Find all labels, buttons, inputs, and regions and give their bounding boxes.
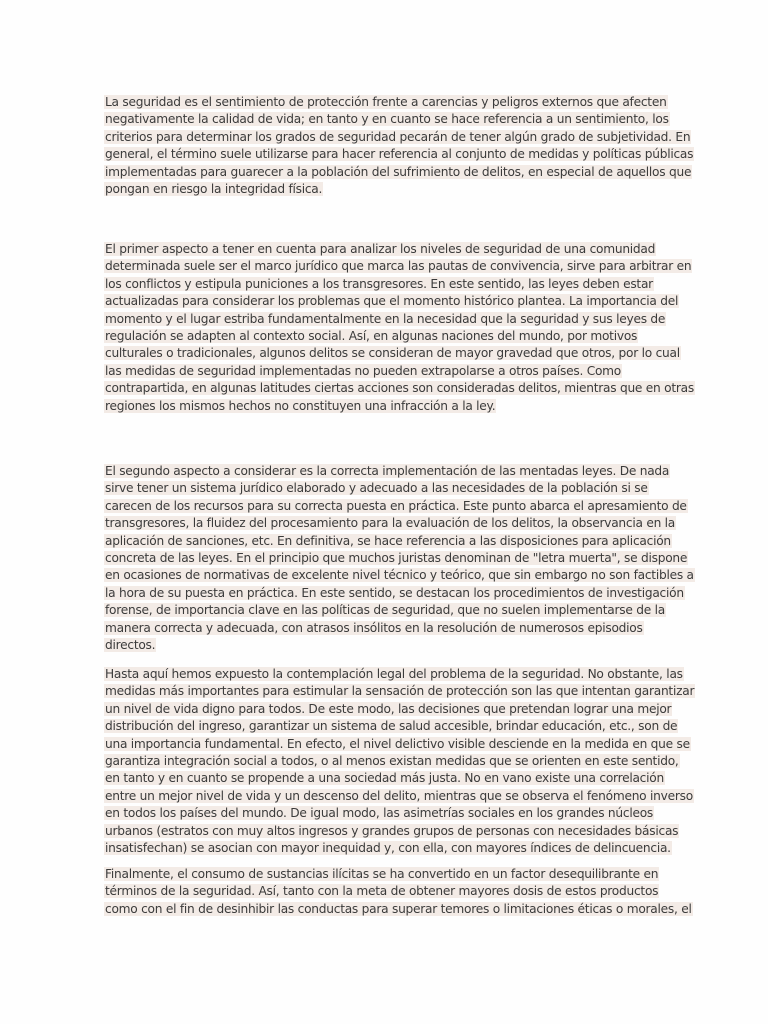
text-line: aplicación de sanciones, etc. En definitiva, se hace referencia a las disposiciones para aplicación <box>105 533 671 548</box>
text-line: contrapartida, en algunas latitudes ciertas acciones son consideradas delitos, mientras que en otras <box>105 381 694 396</box>
text-line: entre un mejor nivel de vida y un descenso del delito, mientras que se observa el fenómeno inverso <box>105 788 693 803</box>
paragraph-illicit-substances <box>104 866 692 918</box>
text-line: en todos los países del mundo. De igual modo, las asimetrías sociales en los grandes núcleos <box>105 806 654 821</box>
paragraph-implementation <box>104 463 694 654</box>
text-line: general, el término suele utilizarse para hacer referencia al conjunto de medidas y políticas públicas <box>105 147 694 162</box>
text-line: determinada suele ser el marco jurídico que marca las pautas de convivencia, sirve para arbitrar en <box>105 259 692 274</box>
text-line: Finalmente, el consumo de sustancias ilícitas se ha convertido en un factor desequilibrante en <box>105 867 659 881</box>
text-line: implementadas para guarecer a la población del sufrimiento de delitos, en especial de aquellos que <box>105 164 692 179</box>
text-line: La seguridad es el sentimiento de protección frente a carencias y peligros externos que afecten <box>105 95 667 109</box>
text-line: en tanto y en cuanto se propende a una sociedad más justa. No en vano existe una correlación <box>105 771 664 786</box>
text-line: términos de la seguridad. Así, tanto con la meta de obtener mayores dosis de estos productos <box>105 884 659 899</box>
text-line: pongan en riesgo la integridad física. <box>105 182 323 197</box>
text-line: Hasta aquí hemos expuesto la contemplación legal del problema de la seguridad. No obstante, las <box>105 667 683 681</box>
text-line: la hora de su puesta en práctica. En este sentido, se destacan los procedimientos de investigación <box>105 585 684 600</box>
text-line: como con el fin de desinhibir las conductas para superar temores o limitaciones éticas o morales, el <box>105 901 692 916</box>
text-line: un nivel de vida digno para todos. De este modo, las decisiones que pretendan lograr una mejor <box>105 701 672 716</box>
text-line: regiones los mismos hechos no constituyen una infracción a la ley. <box>105 398 496 413</box>
paragraph-definition <box>104 94 694 198</box>
text-line: insatisfechan) se asocian con mayor inequidad y, con ella, con mayores índices de delincuencia. <box>105 841 671 856</box>
text-line: transgresores, la fluidez del procesamiento para la evaluación de los delitos, la observancia en la <box>105 516 676 531</box>
paragraph-legal-framework <box>104 241 694 415</box>
text-line: carecen de los recursos para su correcta puesta en práctica. Este punto abarca el apresamiento de <box>105 498 687 513</box>
text-line: medidas más importantes para estimular la sensación de protección son las que intentan garantizar <box>105 684 695 699</box>
text-line: urbanos (estratos con muy altos ingresos y grandes grupos de personas con necesidades básicas <box>105 823 679 838</box>
text-line: sirve tener un sistema jurídico elaborado y adecuado a las necesidades de la población si se <box>105 481 648 496</box>
text-line: en ocasiones de normativas de excelente nivel técnico y teórico, que sin embargo no son factibles a <box>105 568 694 583</box>
text-line: momento y el lugar estriba fundamentalmente en la necesidad que la seguridad y sus leyes de <box>105 311 666 326</box>
text-line: actualizadas para considerar los problemas que el momento histórico plantea. La importancia del <box>105 294 679 309</box>
text-line: manera correcta y adecuada, con atrasos insólitos en la resolución de numerosos episodios <box>105 620 643 635</box>
text-line: las medidas de seguridad implementadas no pueden extrapolarse a otros países. Como <box>105 363 621 378</box>
text-line: concreta de las leyes. En el principio que muchos juristas denominan de "letra muerta", se dispone <box>105 551 688 566</box>
text-line: una importancia fundamental. En efecto, el nivel delictivo visible desciende en la medida en que se <box>105 736 690 751</box>
text-line: los conflictos y estipula puniciones a los transgresores. En este sentido, las leyes deben estar <box>105 276 653 291</box>
text-line: El primer aspecto a tener en cuenta para analizar los niveles de seguridad de una comunidad <box>105 242 656 256</box>
text-line: directos. <box>105 638 156 653</box>
text-line: negativamente la calidad de vida; en tanto y en cuanto se hace referencia a un sentimiento, los <box>105 112 669 127</box>
text-line: garantiza integración social a todos, o al menos existan medidas que se orienten en este sentido, <box>105 754 679 769</box>
text-line: culturales o tradicionales, algunos delitos se consideran de mayor gravedad que otros, por lo cual <box>105 346 680 361</box>
text-line: forense, de importancia clave en las políticas de seguridad, que no suelen implementarse de la <box>105 603 665 618</box>
text-line: regulación se adapten al contexto social. Así, en algunas naciones del mundo, por motivos <box>105 329 638 344</box>
text-line: distribución del ingreso, garantizar un sistema de salud accesible, brindar educación, etc., son de <box>105 719 678 734</box>
text-line: criterios para determinar los grados de seguridad pecarán de tener algún grado de subjetividad. En <box>105 129 691 144</box>
text-line: El segundo aspecto a considerar es la correcta implementación de las mentadas leyes. De nada <box>105 464 670 478</box>
paragraph-social-measures <box>104 666 695 857</box>
